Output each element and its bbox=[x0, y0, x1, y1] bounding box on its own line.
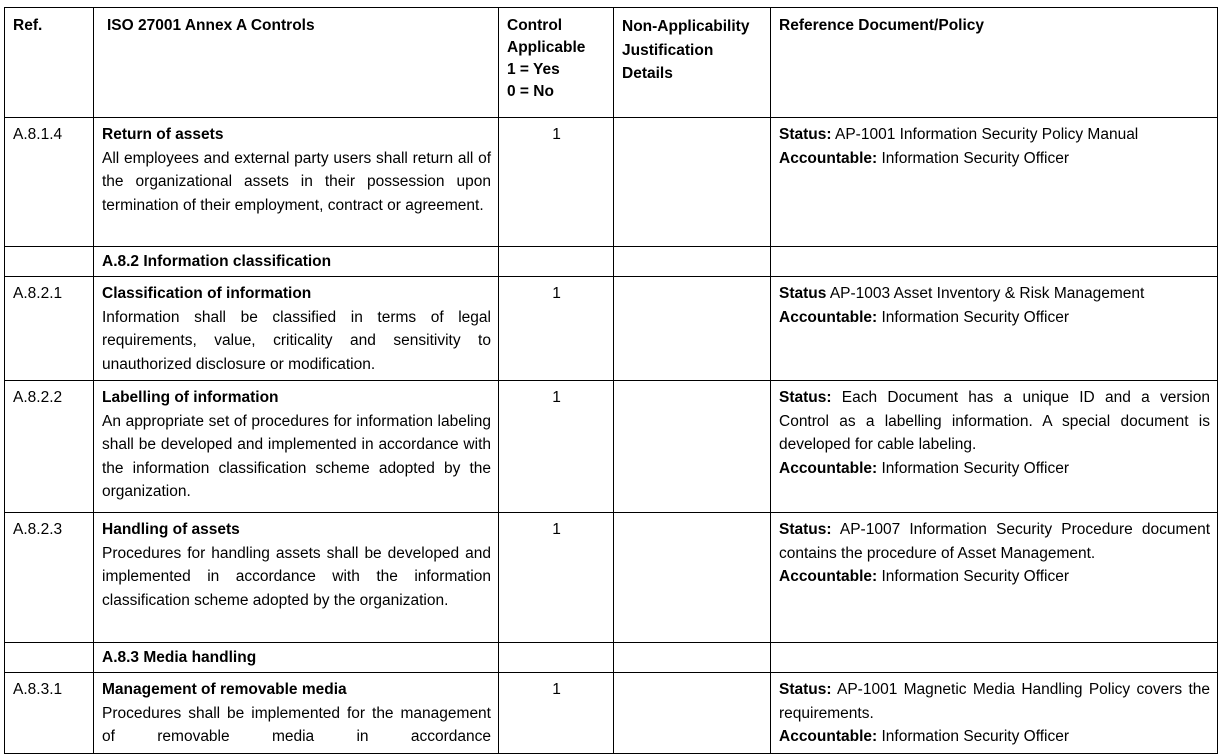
accountable-label: Accountable: bbox=[779, 459, 878, 477]
ref-cell: A.8.2.1 bbox=[5, 277, 94, 381]
accountable-label: Accountable: bbox=[779, 149, 878, 167]
reference-cell bbox=[771, 673, 1218, 754]
table-row bbox=[5, 277, 1218, 381]
accountable-label: Accountable: bbox=[779, 728, 878, 745]
applicable-cell: 1 bbox=[499, 381, 614, 513]
status-text: AP-1001 Information Security Policy Manual bbox=[831, 126, 1139, 143]
status-text: AP-1003 Asset Inventory & Risk Management bbox=[826, 285, 1145, 302]
status-text: AP-1001 Magnetic Media Handling Policy covers the requirements. bbox=[779, 681, 1210, 722]
table-row bbox=[5, 118, 1218, 247]
accountable-text: Information Security Officer bbox=[877, 728, 1069, 745]
control-description: Information shall be classified in terms of legal requirements, value, criticality and sensitivity to unauthorized disclosure or modification. bbox=[102, 308, 491, 373]
control-description: Procedures shall be implemented for the management of removable media in accordance bbox=[102, 704, 491, 745]
justification-cell bbox=[614, 673, 771, 754]
applicable-cell: 1 bbox=[499, 513, 614, 643]
iso-controls-table bbox=[4, 7, 1218, 754]
header-row bbox=[5, 8, 1218, 118]
status-text: AP-1007 Information Security Procedure document contains the procedure of Asset Management. bbox=[779, 521, 1210, 562]
ref-cell: A.8.3.1 bbox=[5, 673, 94, 754]
control-cell bbox=[94, 673, 499, 754]
applicable-cell: 1 bbox=[499, 673, 614, 754]
header-controls: ISO 27001 Annex A Controls bbox=[94, 8, 499, 118]
control-cell bbox=[94, 513, 499, 643]
status-label: Status bbox=[779, 285, 827, 302]
control-description: An appropriate set of procedures for information labeling shall be developed and implemented in accordance with the information classification scheme adopted by the organization. bbox=[102, 412, 491, 500]
accountable-text: Information Security Officer bbox=[877, 308, 1069, 326]
accountable-text: Information Security Officer bbox=[877, 149, 1069, 167]
table-row bbox=[5, 673, 1218, 754]
ref-cell: A.8.1.4 bbox=[5, 118, 94, 247]
justification-cell bbox=[614, 381, 771, 513]
control-cell bbox=[94, 381, 499, 513]
ref-cell: A.8.2.2 bbox=[5, 381, 94, 513]
section-title: A.8.2 Information classification bbox=[94, 247, 499, 277]
reference-cell bbox=[771, 277, 1218, 381]
status-label: Status: bbox=[779, 681, 832, 698]
control-description: Procedures for handling assets shall be developed and implemented in accordance with the information classification scheme adopted by the organization. bbox=[102, 544, 491, 609]
section-row bbox=[5, 643, 1218, 673]
section-row bbox=[5, 247, 1218, 277]
section-title: A.8.3 Media handling bbox=[94, 643, 499, 673]
control-title: Handling of assets bbox=[102, 521, 240, 538]
accountable-text: Information Security Officer bbox=[877, 459, 1069, 477]
reference-cell bbox=[771, 513, 1218, 643]
control-title: Classification of information bbox=[102, 285, 312, 302]
control-title: Management of removable media bbox=[102, 681, 347, 698]
reference-cell bbox=[771, 381, 1218, 513]
applicable-cell: 1 bbox=[499, 118, 614, 247]
header-applicable: Control Applicable 1 = Yes 0 = No bbox=[499, 8, 614, 118]
table-row bbox=[5, 513, 1218, 643]
header-ref: Ref. bbox=[5, 8, 94, 118]
justification-cell bbox=[614, 118, 771, 247]
status-label: Status: bbox=[779, 521, 832, 538]
control-description: All employees and external party users shall return all of the organizational assets in their possession upon termination of their employment, contract or agreement. bbox=[102, 149, 491, 214]
status-text: Each Document has a unique ID and a version Control as a labelling information. A special document is developed for cable labeling. bbox=[779, 389, 1210, 453]
control-title: Return of assets bbox=[102, 126, 224, 143]
control-cell bbox=[94, 277, 499, 381]
justification-cell bbox=[614, 513, 771, 643]
control-cell bbox=[94, 118, 499, 247]
accountable-label: Accountable: bbox=[779, 308, 878, 326]
status-label: Status: bbox=[779, 126, 832, 143]
status-label: Status: bbox=[779, 389, 832, 406]
accountable-label: Accountable: bbox=[779, 568, 878, 585]
accountable-text: Information Security Officer bbox=[877, 568, 1069, 585]
justification-cell bbox=[614, 277, 771, 381]
control-title: Labelling of information bbox=[102, 389, 279, 406]
header-reference: Reference Document/Policy bbox=[771, 8, 1218, 118]
applicable-cell: 1 bbox=[499, 277, 614, 381]
ref-cell: A.8.2.3 bbox=[5, 513, 94, 643]
reference-cell bbox=[771, 118, 1218, 247]
table-row bbox=[5, 381, 1218, 513]
header-justification: Non-Applicability Justification Details bbox=[614, 8, 771, 118]
